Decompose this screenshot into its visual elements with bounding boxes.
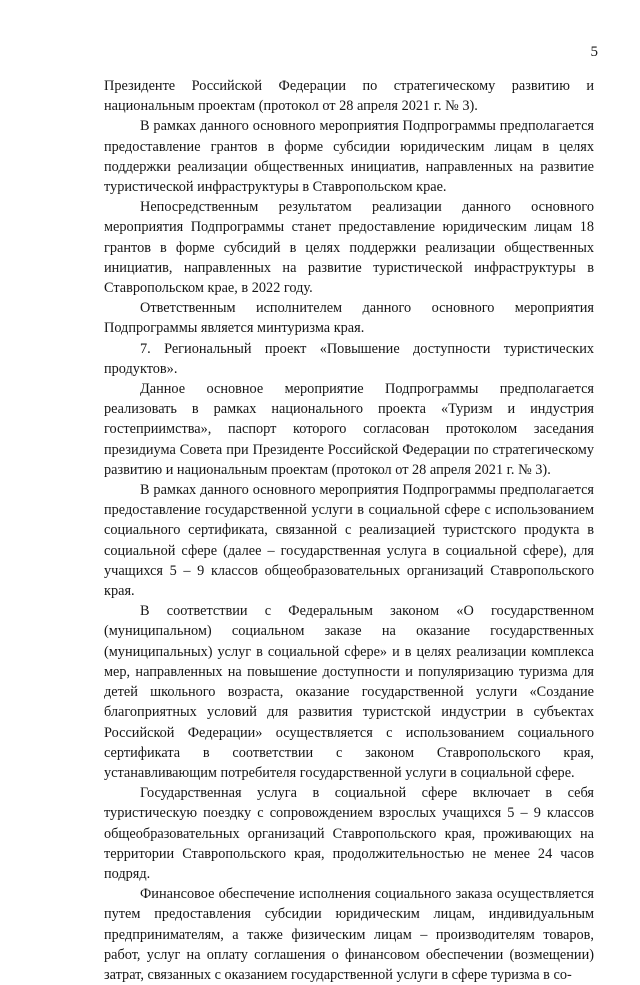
document-body xyxy=(104,76,594,985)
paragraph-regional-project-heading: 7. Региональный проект «Повышение доступности туристических продуктов». xyxy=(104,340,594,377)
paragraph-federal-law: В соответствии с Федеральным законом «О государственном (муниципальном) социальном заказе на оказание государственных (муниципальных) услуг в социальной сфере» и в целях реализации комплекса мер, направленных на повышение доступности и популяризацию туризма для детей школьного возраста, оказание государственной услуги «Создание благоприятных условий для развития туристской индустрии в субъектах Российской Федерации» осуществляется с использованием социального сертификата в соответствии с законом Ставропольского края, устанавливающим потребителя государственной услуги в социальной сфере. xyxy=(104,603,594,781)
page-number: 5 xyxy=(590,44,598,60)
paragraph-service-scope: Государственная услуга в социальной сфере включает в себя туристическую поездку с сопровождением взрослых учащихся 5 – 9 классов общеобразовательных организаций Ставропольского края, проживающих на территории Ставропольского края, продолжительностью не менее 24 часов подряд. xyxy=(104,785,594,882)
paragraph-responsible-executor: Ответственным исполнителем данного основного мероприятия Подпрограммы является минтуризма края. xyxy=(104,300,594,337)
paragraph-financing: Финансовое обеспечение исполнения социального заказа осуществляется путем предоставления субсидии юридическим лицам, индивидуальным предпринимателям, а также физическим лицам – производителям товаров, работ, услуг на оплату соглашения о финансовом обеспечении (возмещении) затрат, связанных с оказанием государственной услуги в сфере туризма в со- xyxy=(104,886,594,983)
paragraph-grants-description: В рамках данного основного мероприятия Подпрограммы предполагается предоставление грантов в форме субсидии юридическим лицам в целях поддержки реализации общественных инициатив, направленных на развитие туристической инфраструктуры в Ставропольском крае. xyxy=(104,118,594,196)
paragraph-continuation: Президенте Российской Федерации по стратегическому развитию и национальным проектам (протокол от 28 апреля 2021 г. № 3). xyxy=(104,78,594,115)
paragraph-social-certificate: В рамках данного основного мероприятия Подпрограммы предполагается предоставление государственной услуги в социальной сфере с использованием социального сертификата, связанной с реализацией туристского продукта в социальной сфере (далее – государственная услуга в социальной сфере), для учащихся 5 – 9 классов общеобразовательных организаций Ставропольского края. xyxy=(104,482,594,600)
paragraph-grants-result: Непосредственным результатом реализации данного основного мероприятия Подпрограммы станет предоставление юридическим лицам 18 грантов в форме субсидий в целях поддержки реализации общественных инициатив, направленных на развитие туристической инфраструктуры в Ставропольском крае, в 2022 году. xyxy=(104,199,594,297)
paragraph-national-project: Данное основное мероприятие Подпрограммы предполагается реализовать в рамках национального проекта «Туризм и индустрия гостеприимства», паспорт которого согласован протоколом заседания президиума Совета при Президенте Российской Федерации по стратегическому развитию и национальным проектам (протокол от 28 апреля 2021 г. № 3). xyxy=(104,381,594,478)
